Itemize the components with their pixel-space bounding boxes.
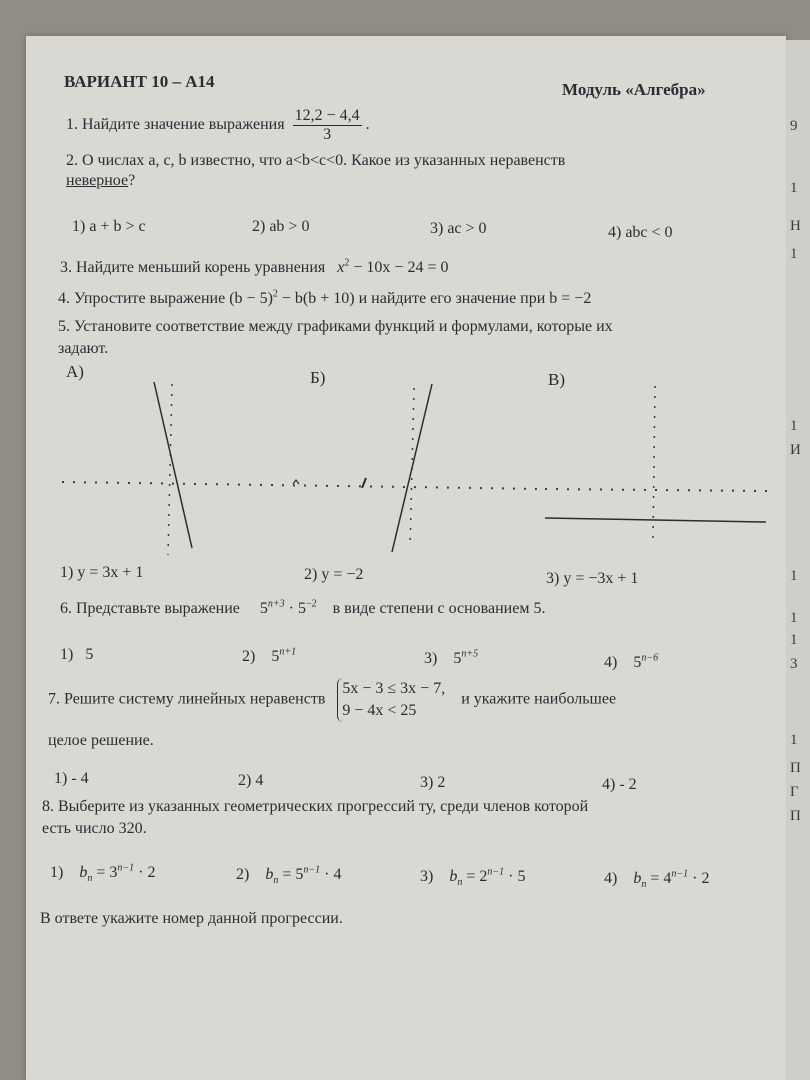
edge-glyph: 1 bbox=[790, 568, 798, 584]
edge-glyph: 3 bbox=[790, 656, 798, 672]
edge-glyph: П bbox=[790, 760, 801, 776]
q6-option-2 bbox=[242, 648, 296, 666]
formula-3: 3) y = −3x + 1 bbox=[546, 570, 639, 587]
question-4-exponent: 2 bbox=[272, 288, 278, 300]
sequence-exponent: n−1 bbox=[117, 862, 135, 874]
question-2-mark: ? bbox=[128, 172, 136, 189]
question-4-rest: − b(b + 10) и найдите его значение при b = −2 bbox=[277, 290, 592, 307]
question-6 bbox=[60, 600, 545, 618]
axis-tick-mark bbox=[362, 478, 366, 488]
q2-option-2: 2) ab > 0 bbox=[252, 218, 310, 235]
sequence-exponent: n−1 bbox=[671, 868, 689, 880]
sequence-factor: · 5 bbox=[504, 868, 526, 885]
q2-option-3: 3) ac > 0 bbox=[430, 220, 487, 237]
x-axis-c bbox=[545, 489, 768, 491]
option-number: 4) bbox=[604, 870, 618, 887]
q8-option-3 bbox=[420, 866, 526, 889]
edge-glyph: Г bbox=[790, 784, 799, 800]
option-exponent: n−6 bbox=[641, 652, 659, 664]
edge-glyph: 1 bbox=[790, 418, 798, 434]
question-6-text-2: в виде степени с основанием 5. bbox=[332, 600, 546, 617]
x-axis bbox=[62, 482, 545, 489]
sequence-factor: · 2 bbox=[688, 870, 710, 887]
option-exponent: n+1 bbox=[279, 646, 297, 658]
sequence-base: = 4 bbox=[646, 870, 672, 887]
option-base: 5 bbox=[85, 646, 94, 663]
q7-option-4: 4) - 2 bbox=[602, 776, 637, 793]
expr-exp-2: −2 bbox=[305, 598, 317, 610]
q7-option-2: 2) 4 bbox=[238, 772, 264, 789]
q8-option-2 bbox=[236, 864, 342, 887]
question-2-line-1: 2. О числах a, c, b известно, что a<b<c<0. Какое из указанных неравенств bbox=[66, 152, 566, 169]
q2-option-1: 1) a + b > c bbox=[72, 218, 146, 235]
option-base: 5 bbox=[633, 654, 642, 671]
sequence-base: = 5 bbox=[278, 866, 304, 883]
formula-2: 2) y = −2 bbox=[304, 566, 364, 583]
question-7 bbox=[48, 678, 616, 722]
inequality-system bbox=[337, 678, 445, 722]
sequence-index: n bbox=[641, 879, 647, 891]
question-7-text: 7. Решите систему линейных неравенств bbox=[48, 690, 326, 708]
q8-option-4 bbox=[604, 868, 710, 891]
option-number: 4) bbox=[604, 654, 618, 671]
q7-option-1: 1) - 4 bbox=[54, 770, 89, 787]
fraction-numerator: 12,2 − 4,4 bbox=[294, 107, 360, 124]
question-8-line-1: 8. Выберите из указанных геометрических прогрессий ту, среди членов которой bbox=[42, 798, 589, 815]
y-axis-c bbox=[653, 386, 655, 540]
question-7-text-2: и укажите наибольшее bbox=[461, 690, 617, 708]
expr-base-2: · 5 bbox=[284, 600, 306, 617]
sequence-base: = 3 bbox=[92, 864, 118, 881]
inequality-2: 9 − 4x < 25 bbox=[342, 702, 417, 719]
edge-glyph: И bbox=[790, 442, 801, 458]
formula-1: 1) y = 3x + 1 bbox=[60, 564, 144, 581]
axis-arrow-marker bbox=[293, 480, 299, 484]
sequence-symbol: b bbox=[449, 868, 458, 885]
expr-base-1: 5 bbox=[259, 600, 268, 617]
q7-option-3: 3) 2 bbox=[420, 774, 446, 791]
expr-exp-1: n+3 bbox=[267, 598, 285, 610]
graph-a-line bbox=[154, 382, 192, 548]
option-number: 2) bbox=[236, 866, 250, 883]
option-base: 5 bbox=[271, 648, 280, 665]
option-base: 5 bbox=[453, 650, 462, 667]
fraction-denominator: 3 bbox=[323, 126, 332, 143]
edge-glyph: 9 bbox=[790, 118, 798, 134]
question-2-emphasis: неверное bbox=[66, 172, 129, 189]
option-number: 3) bbox=[424, 650, 438, 667]
q6-option-1 bbox=[60, 646, 93, 664]
edge-glyph: 1 bbox=[790, 610, 798, 626]
graph-label-b: Б) bbox=[310, 368, 326, 387]
question-7-line-2: целое решение. bbox=[48, 732, 154, 749]
question-5-line-2: задают. bbox=[58, 340, 109, 357]
inequality-1: 5x − 3 ≤ 3x − 7, bbox=[342, 680, 446, 697]
sequence-exponent: n−1 bbox=[487, 866, 505, 878]
graph-b-line bbox=[392, 384, 432, 552]
option-number: 3) bbox=[420, 868, 434, 885]
edge-glyph: 1 bbox=[790, 632, 798, 648]
question-8-line-2: есть число 320. bbox=[42, 820, 147, 837]
module-title: Модуль «Алгебра» bbox=[562, 80, 706, 99]
equation-x: x bbox=[337, 259, 345, 276]
option-number: 1) bbox=[50, 864, 64, 881]
q6-option-3 bbox=[424, 650, 478, 668]
question-1-text: 1. Найдите значение выражения bbox=[66, 116, 285, 134]
q2-option-4: 4) abc < 0 bbox=[608, 224, 673, 241]
answer-note: В ответе укажите номер данной прогрессии. bbox=[40, 910, 343, 927]
sequence-symbol: b bbox=[79, 864, 88, 881]
equation-rest: − 10x − 24 = 0 bbox=[349, 259, 449, 276]
q6-option-4 bbox=[604, 654, 658, 672]
variant-title: ВАРИАНТ 10 – А14 bbox=[64, 72, 215, 91]
sequence-exponent: n−1 bbox=[303, 864, 321, 876]
sequence-factor: · 2 bbox=[134, 864, 156, 881]
option-number: 1) bbox=[60, 646, 74, 663]
graph-label-c: В) bbox=[548, 370, 565, 389]
question-1-end: . bbox=[365, 116, 370, 134]
option-exponent: n+5 bbox=[461, 648, 479, 660]
edge-glyph: Н bbox=[790, 218, 801, 234]
question-5-line-1: 5. Установите соответствие между графиками функций и формулами, которые их bbox=[58, 318, 613, 335]
sequence-factor: · 4 bbox=[320, 866, 342, 883]
question-6-text: 6. Представьте выражение bbox=[60, 600, 240, 617]
graph-c-line bbox=[545, 518, 766, 522]
edge-glyph: 1 bbox=[790, 180, 798, 196]
edge-glyph: П bbox=[790, 808, 801, 824]
option-number: 2) bbox=[242, 648, 256, 665]
sequence-symbol: b bbox=[265, 866, 274, 883]
sequence-index: n bbox=[87, 873, 93, 885]
equation-exponent: 2 bbox=[344, 257, 350, 269]
edge-glyph: 1 bbox=[790, 246, 798, 262]
sequence-base: = 2 bbox=[462, 868, 488, 885]
sequence-symbol: b bbox=[633, 870, 642, 887]
question-3-text: 3. Найдите меньший корень уравнения bbox=[60, 259, 326, 276]
edge-glyph: 1 bbox=[790, 732, 798, 748]
question-4-text: 4. Упростите выражение (b − 5) bbox=[58, 290, 273, 307]
sequence-index: n bbox=[273, 875, 279, 887]
q8-option-1 bbox=[50, 862, 156, 885]
y-axis-a bbox=[168, 384, 172, 555]
sequence-index: n bbox=[457, 877, 463, 889]
graph-label-a: А) bbox=[66, 362, 84, 381]
